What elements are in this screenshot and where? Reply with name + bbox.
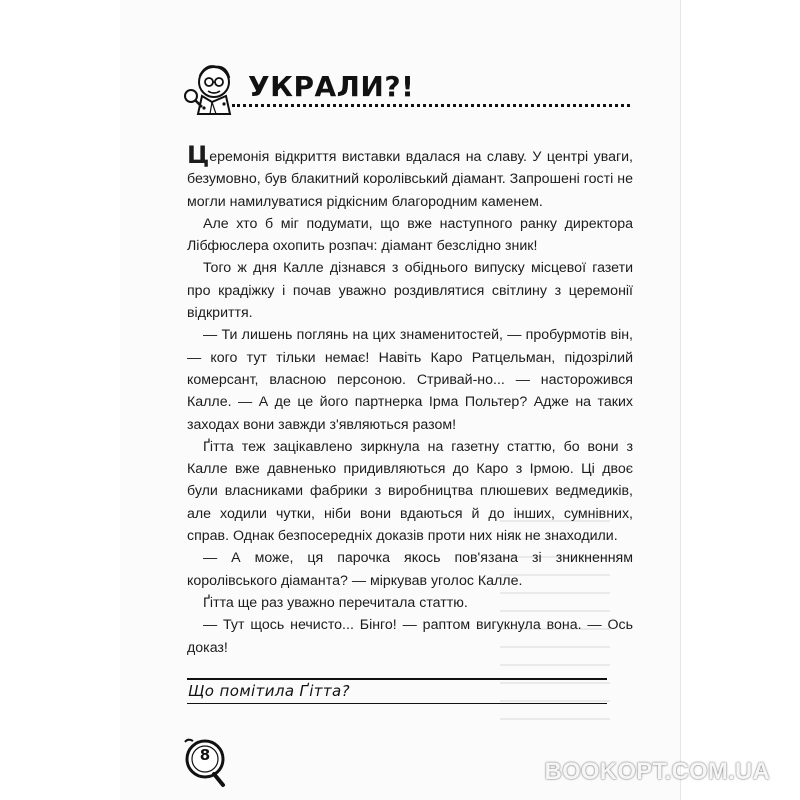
page-title: УКРАЛИ?!	[248, 70, 415, 103]
paragraph: Але хто б міг подумати, що вже наступного ранку директора Лібфюслера охопить розпач: діамант безслідно зник!	[187, 215, 633, 255]
paragraph: — Ти лишень поглянь на цих знаменитостей, — пробурмотів він, — кого тут тільки немає! Навіть Каро Ратцельман, підозрілий комерсант, власною персоною. Стривай-но... — насторожився Калле. — А де це його партнерка Ірма Польтер? Адже на таких заходах вони завжди з'являються разом!	[187, 327, 633, 433]
question-underline	[187, 703, 607, 704]
paragraph: Ґітта ще раз уважно перечитала статтю.	[203, 594, 468, 611]
question-top-rule	[187, 678, 607, 680]
drop-cap: Ц	[187, 141, 210, 169]
detective-with-magnifier-icon	[182, 58, 240, 116]
bleed-through-texture	[500, 520, 610, 720]
watermark: BOOKOPT.COM.UA	[544, 758, 770, 785]
paragraph: — А може, ця парочка якось пов'язана зі зникненням королівського діаманта? — міркував уголос Калле.	[187, 550, 633, 589]
page-number: 8	[199, 746, 211, 764]
paragraph: Того ж дня Калле дізнався з обіднього випуску місцевої газети про крадіжку і почав уважно роздивлятися світлину з церемонії відкриття.	[187, 260, 633, 322]
paragraph: Церемонія відкриття виставки вдалася на славу. У центрі уваги, безумовно, був блакитний королівський діамант. Запрошені гості не могли намилуватися рідкісним благородним каменем.	[187, 141, 633, 210]
paragraph: Ґітта теж зацікавлено зиркнула на газетну статтю, бо вони з Калле вже давненько придивляються до Каро з Ірмою. Ці двоє були власниками фабрики з виробництва плюшевих ведмедиків, але ходили чутки, ніби вони вдаються й до інших, сумнівних, справ. Однак безпосередніх доказів проти них ніяк не знаходили.	[187, 438, 633, 545]
title-divider	[232, 104, 630, 107]
paragraph: — Тут щось нечисто... Бінго! — раптом вигукнула вона. — Ось доказ!	[187, 617, 633, 656]
question-prompt: Що помітила Ґітта?	[188, 682, 350, 700]
